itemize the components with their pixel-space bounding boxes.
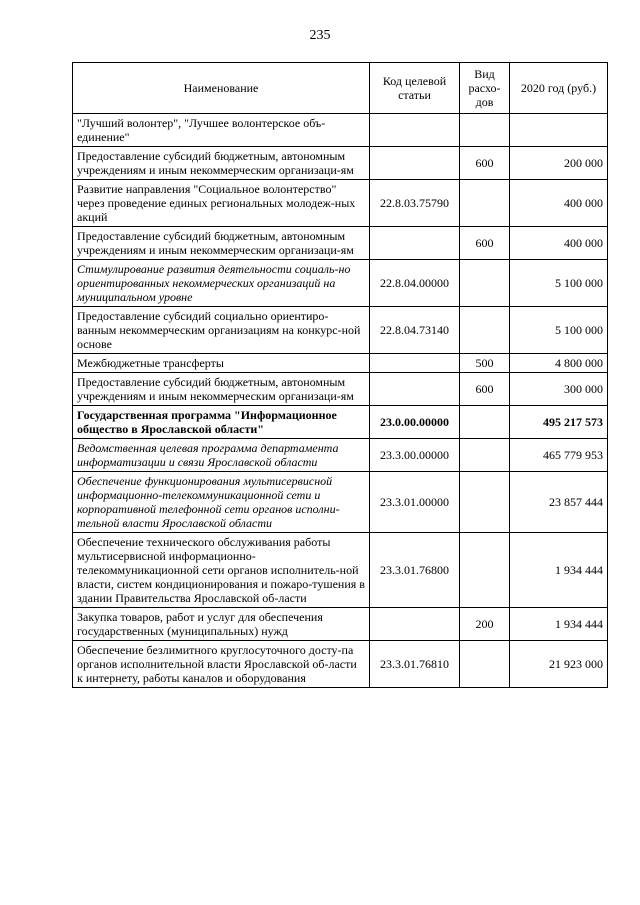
- cell-code: [370, 608, 460, 641]
- cell-type: [460, 641, 510, 688]
- cell-name: Межбюджетные трансферты: [73, 354, 370, 373]
- cell-name: Обеспечение безлимитного круглосуточного досту-па органов исполнительной власти Ярославской об-ласти к интернету, работы каналов и оборудования: [73, 641, 370, 688]
- cell-amount: 23 857 444: [510, 472, 608, 533]
- cell-amount: 300 000: [510, 373, 608, 406]
- table-row: [73, 641, 608, 688]
- header-name: Наименование: [73, 63, 370, 114]
- cell-type: [460, 307, 510, 354]
- cell-code: 23.3.00.00000: [370, 439, 460, 472]
- cell-name: Предоставление субсидий социально ориентиро-ванным некоммерческим организациям на конкурс-ной основе: [73, 307, 370, 354]
- cell-name: Обеспечение функционирования мультисервисной информационно-телекоммуникационной сети и корпоративной телефонной сети органов исполни-тельной власти Ярославской области: [73, 472, 370, 533]
- cell-code: [370, 354, 460, 373]
- cell-name: Ведомственная целевая программа департамента информатизации и связи Ярославской области: [73, 439, 370, 472]
- cell-amount: 21 923 000: [510, 641, 608, 688]
- table-row: [73, 147, 608, 180]
- cell-amount: 400 000: [510, 227, 608, 260]
- cell-code: 22.8.03.75790: [370, 180, 460, 227]
- cell-name: "Лучший волонтер", "Лучшее волонтерское объ-единение": [73, 114, 370, 147]
- cell-type: 600: [460, 147, 510, 180]
- cell-type: [460, 533, 510, 608]
- cell-name: Предоставление субсидий бюджетным, автономным учреждениям и иным некоммерческим организаци-ям: [73, 373, 370, 406]
- cell-amount: 200 000: [510, 147, 608, 180]
- table-body: [73, 114, 608, 688]
- cell-code: [370, 227, 460, 260]
- table-row: [73, 533, 608, 608]
- cell-amount: 1 934 444: [510, 533, 608, 608]
- cell-type: 600: [460, 373, 510, 406]
- table-header-row: [73, 63, 608, 114]
- header-type: Вид расхо-дов: [460, 63, 510, 114]
- table-row: [73, 354, 608, 373]
- cell-code: [370, 373, 460, 406]
- cell-code: 23.3.01.00000: [370, 472, 460, 533]
- cell-code: [370, 147, 460, 180]
- cell-name: Стимулирование развития деятельности социаль-но ориентированных некоммерческих организаций на муниципальном уровне: [73, 260, 370, 307]
- cell-type: [460, 439, 510, 472]
- cell-type: 600: [460, 227, 510, 260]
- cell-name: Развитие направления "Социальное волонтерство" через проведение единых региональных молодеж-ных акций: [73, 180, 370, 227]
- cell-code: 22.8.04.00000: [370, 260, 460, 307]
- budget-table: [72, 62, 608, 688]
- cell-code: 23.3.01.76810: [370, 641, 460, 688]
- cell-amount: 1 934 444: [510, 608, 608, 641]
- cell-code: [370, 114, 460, 147]
- table-row: [73, 373, 608, 406]
- cell-name: Предоставление субсидий бюджетным, автономным учреждениям и иным некоммерческим организаци-ям: [73, 227, 370, 260]
- cell-amount: 495 217 573: [510, 406, 608, 439]
- cell-name: Обеспечение технического обслуживания работы мультисервисной информационно-телекоммуникационной сети органов исполнитель-ной власти, систем кондиционирования и пожаро-тушения в здании Правительства Ярославской об-ласти: [73, 533, 370, 608]
- cell-type: 200: [460, 608, 510, 641]
- cell-name: Государственная программа "Информационное общество в Ярославской области": [73, 406, 370, 439]
- cell-code: 23.3.01.76800: [370, 533, 460, 608]
- cell-type: [460, 406, 510, 439]
- table-row: [73, 439, 608, 472]
- table-row: [73, 260, 608, 307]
- cell-amount: 465 779 953: [510, 439, 608, 472]
- table-row: [73, 406, 608, 439]
- cell-name: Закупка товаров, работ и услуг для обеспечения государственных (муниципальных) нужд: [73, 608, 370, 641]
- header-amount: 2020 год (руб.): [510, 63, 608, 114]
- cell-type: [460, 114, 510, 147]
- cell-amount: 5 100 000: [510, 260, 608, 307]
- table-row: [73, 114, 608, 147]
- cell-code: 22.8.04.73140: [370, 307, 460, 354]
- header-code: Код целевой статьи: [370, 63, 460, 114]
- cell-name: Предоставление субсидий бюджетным, автономным учреждениям и иным некоммерческим организаци-ям: [73, 147, 370, 180]
- cell-amount: [510, 114, 608, 147]
- table-row: [73, 307, 608, 354]
- table-row: [73, 472, 608, 533]
- cell-code: 23.0.00.00000: [370, 406, 460, 439]
- table-row: [73, 180, 608, 227]
- cell-amount: 4 800 000: [510, 354, 608, 373]
- cell-type: [460, 260, 510, 307]
- cell-amount: 400 000: [510, 180, 608, 227]
- cell-type: [460, 180, 510, 227]
- cell-type: [460, 472, 510, 533]
- page-number: 235: [309, 28, 331, 43]
- table-row: [73, 227, 608, 260]
- cell-amount: 5 100 000: [510, 307, 608, 354]
- cell-type: 500: [460, 354, 510, 373]
- table-row: [73, 608, 608, 641]
